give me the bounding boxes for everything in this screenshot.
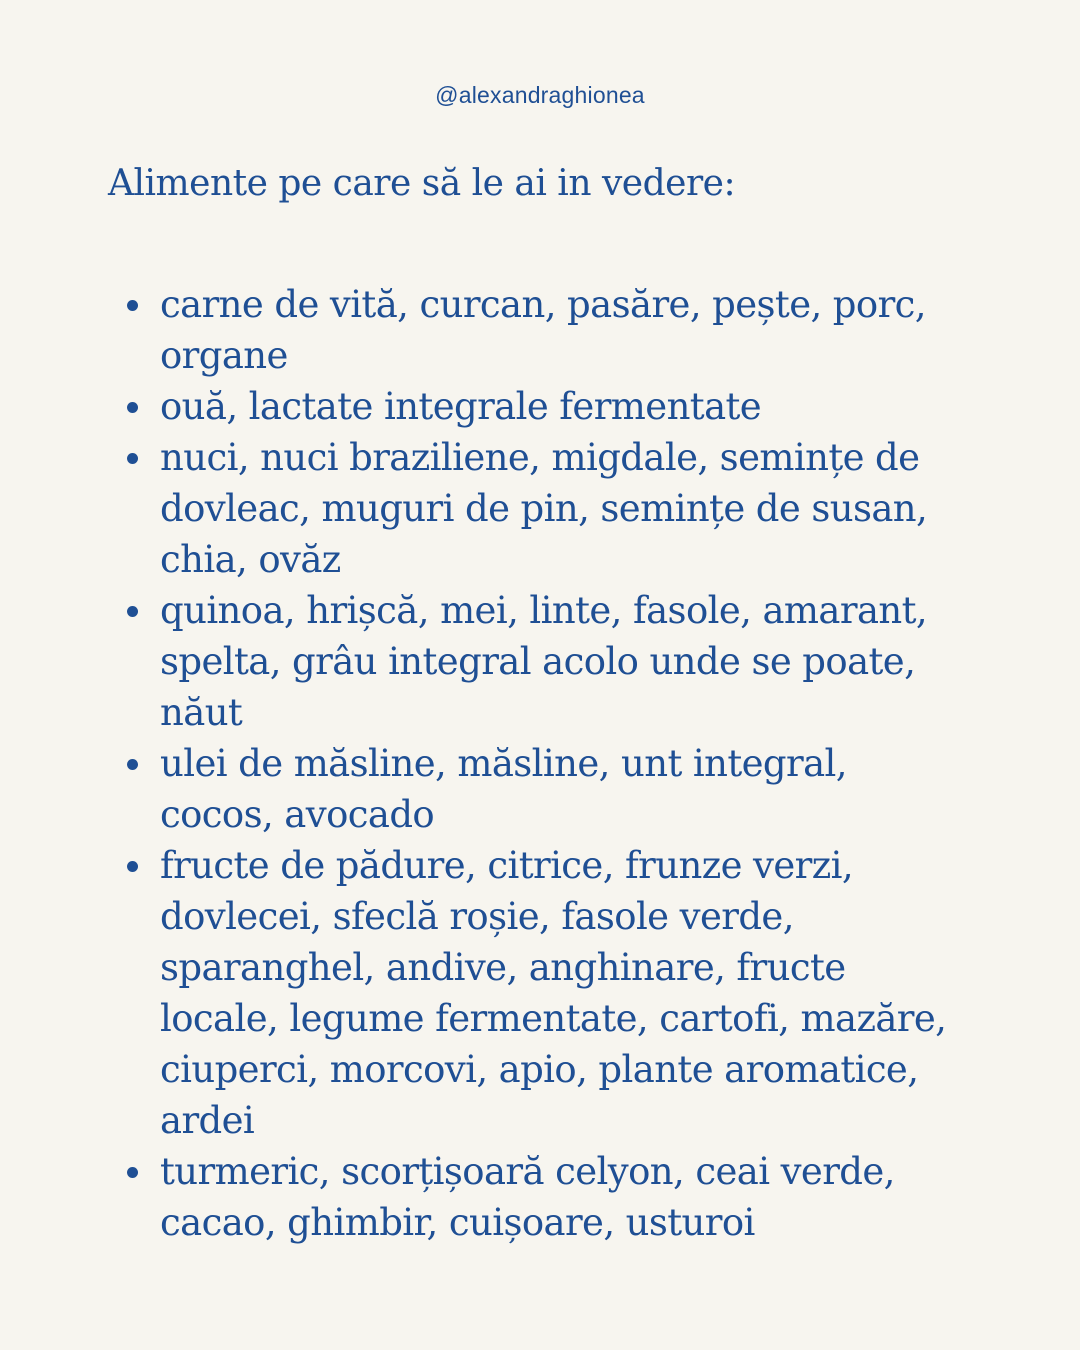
page-title: Alimente pe care să le ai in vedere: (108, 163, 736, 204)
list-item-eggs-dairy (160, 381, 960, 432)
list-item-fats (160, 738, 960, 840)
list-item-text: quinoa, hrișcă, mei, linte, fasole, amarant, spelta, grâu integral acolo unde se poate, năut (160, 589, 928, 734)
bullet-icon (127, 453, 138, 464)
list-item-grains-legumes (160, 585, 960, 738)
bullet-icon (127, 861, 138, 872)
list-item-text: fructe de pădure, citrice, frunze verzi, dovlecei, sfeclă roșie, fasole verde, sparanghel, andive, anghinare, fructe locale, legume fermentate, cartofi, mazăre, ciuperci, morcovi, apio, plante aromatice, ardei (160, 844, 947, 1142)
list-item-text: nuci, nuci braziliene, migdale, semințe de dovleac, muguri de pin, semințe de susan, chia, ovăz (160, 436, 928, 581)
bullet-icon (127, 759, 138, 770)
bullet-icon (127, 300, 138, 311)
list-item-spices (160, 1146, 960, 1248)
bullet-icon (127, 1167, 138, 1178)
bullet-icon (127, 606, 138, 617)
list-item-text: carne de vită, curcan, pasăre, pește, porc, organe (160, 283, 926, 377)
list-item-nuts-seeds (160, 432, 960, 585)
bullet-icon (127, 402, 138, 413)
list-item-meat (160, 279, 960, 381)
food-list (160, 279, 960, 1248)
list-item-text: ulei de măsline, măsline, unt integral, cocos, avocado (160, 742, 847, 836)
list-item-text: ouă, lactate integrale fermentate (160, 385, 762, 428)
author-handle: @alexandraghionea (435, 82, 645, 108)
list-item-text: turmeric, scorțișoară celyon, ceai verde, cacao, ghimbir, cuișoare, usturoi (160, 1150, 895, 1244)
list-item-fruits-vegetables (160, 840, 960, 1146)
